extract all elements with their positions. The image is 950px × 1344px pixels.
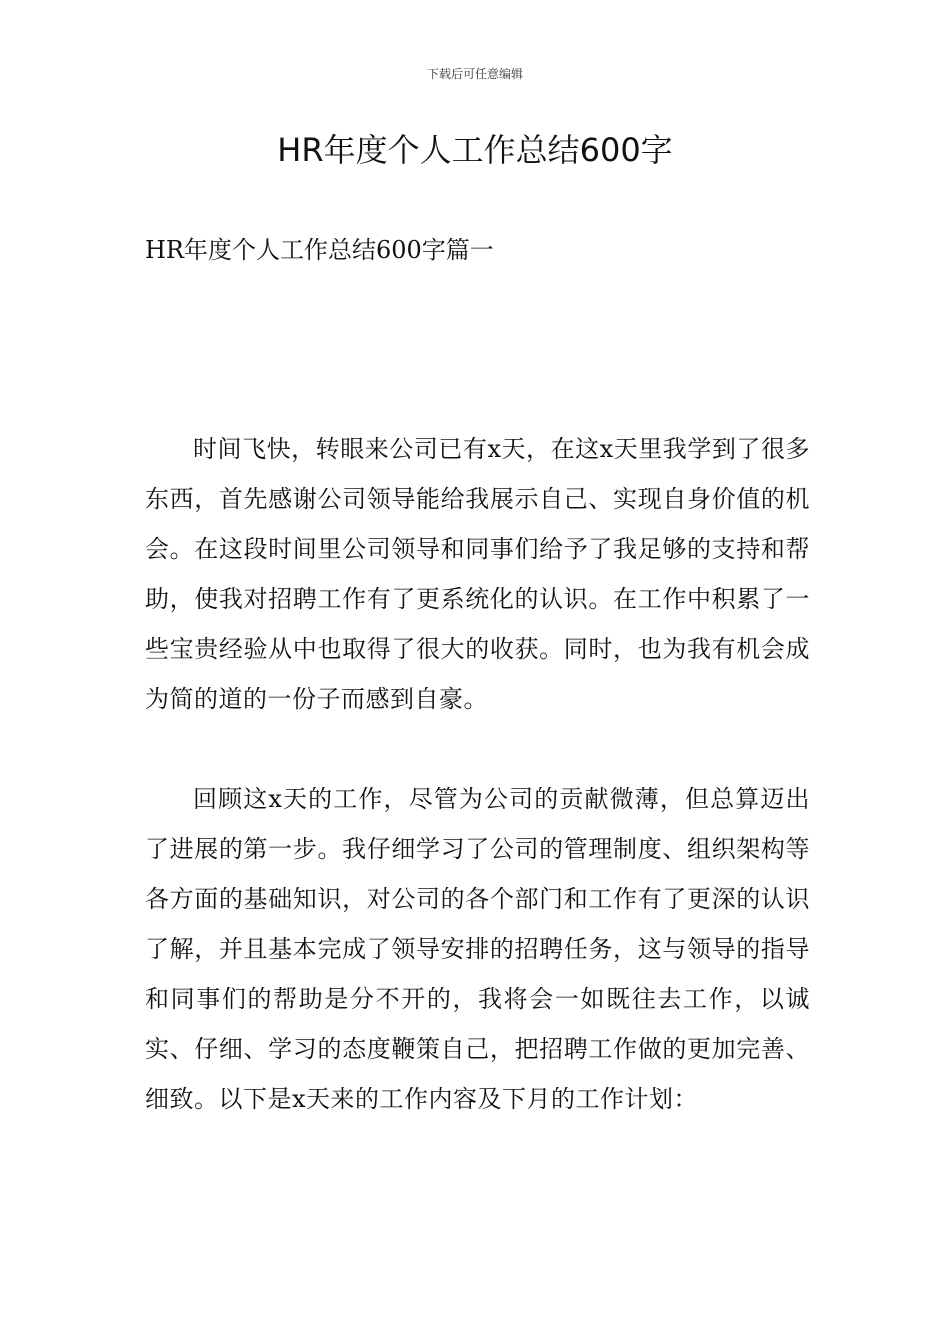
page-header-note: 下载后可任意编辑 (426, 67, 523, 81)
document-title: HR年度个人工作总结600字 (277, 131, 673, 169)
section-subtitle: HR年度个人工作总结600字篇一 (145, 236, 494, 264)
body-paragraph-2: 回顾这x天的工作，尽管为公司的贡献微薄，但总算迈出了进展的第一步。我仔细学习了公司的管理制度、组织架构等各方面的基础知识，对公司的各个部门和工作有了更深的认识了解，并且基本完成了领导安排的招聘任务，这与领导的指导和同事们的帮助是分不开的，我将会一如既往去工作，以诚实、仔细、学习的态度鞭策自己，把招聘工作做的更加完善、细致。以下是x天来的工作内容及下月的工作计划： (145, 785, 810, 1113)
body-paragraph-1: 时间飞快，转眼来公司已有x天，在这x天里我学到了很多东西，首先感谢公司领导能给我展示自己、实现自身价值的机会。在这段时间里公司领导和同事们给予了我足够的支持和帮助，使我对招聘工作有了更系统化的认识。在工作中积累了一些宝贵经验从中也取得了很大的收获。同时，也为我有机会成为简的道的一份子而感到自豪。 (145, 435, 810, 713)
